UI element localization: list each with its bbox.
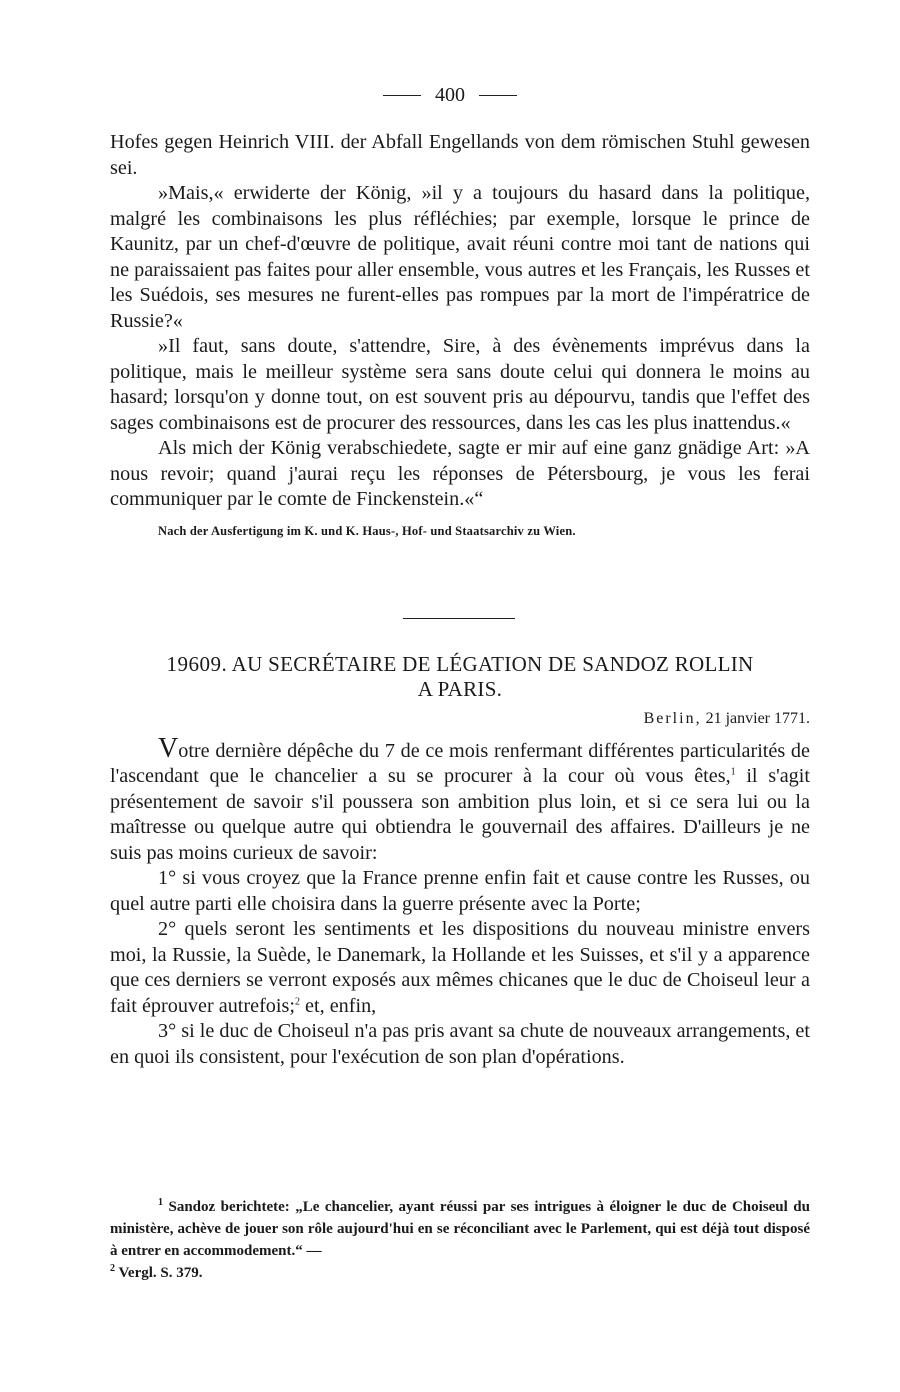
letter-dateline bbox=[110, 706, 810, 732]
date-place: Berlin, bbox=[643, 710, 702, 727]
letter-item: 2° quels seront les sentiments et les dispositions du nouveau ministre envers moi, la Russie, la Suède, le Danemark, la Hollande et les Suisses, et s'il y a apparence que ces derniers se verront exposés aux mêmes chicanes que le duc de Choiseul leur a fait éprouver autrefois;$^2$ et, enfin, bbox=[110, 918, 810, 1017]
footnote-mark: 1 bbox=[158, 1197, 163, 1208]
letter-number: 19609. bbox=[166, 652, 228, 676]
page-header bbox=[0, 84, 900, 107]
letter-section bbox=[110, 652, 810, 1070]
footnote-mark: 2 bbox=[110, 1263, 115, 1274]
continuation-text bbox=[110, 130, 810, 544]
footnote-ref: 2 bbox=[294, 995, 300, 1007]
footnote: $^2$ Vergl. S. 379. bbox=[110, 1263, 203, 1281]
footnote-ref: 1 bbox=[730, 766, 736, 778]
letter-heading bbox=[110, 652, 810, 702]
source-note: Nach der Ausfertigung im K. und K. Haus-, Hof- und Staatsarchiv zu Wien. bbox=[158, 523, 576, 538]
header-rule-left bbox=[383, 95, 421, 96]
date: 21 janvier 1771. bbox=[705, 710, 810, 727]
footnote: $^1$ Sandoz berichtete: „Le chancelier, ayant réussi par ses intrigues à éloigner le duc de Choiseul du ministère, achève de jouer son rôle aujourd'hui en se réconciliant avec le Parlement, qui est déjà tout disposé à entrer en accommodement.“ — bbox=[110, 1197, 810, 1259]
letter-item: 3° si le duc de Choiseul n'a pas pris avant sa chute de nouveaux arrangements, et en quoi ils consistent, pour l'exécution de son plan d'opérations. bbox=[110, 1020, 810, 1068]
letter-title-line2: A PARIS. bbox=[417, 677, 503, 701]
paragraph: Hofes gegen Heinrich VIII. der Abfall Engellands von dem römischen Stuhl gewesen sei. bbox=[110, 131, 810, 179]
paragraph: Als mich der König verabschiedete, sagte er mir auf eine ganz gnädige Art: »A nous revoir; quand j'aurai reçu les réponses de Pétersbourg, je vous les ferai communiquer par le comte de Finckenstein.«“ bbox=[110, 437, 810, 510]
header-rule-right bbox=[479, 95, 517, 96]
initial-letter: V bbox=[158, 732, 179, 764]
letter-item: 1° si vous croyez que la France prenne enfin fait et cause contre les Russes, ou quel autre parti elle choisira dans la guerre présente avec la Porte; bbox=[110, 867, 810, 915]
paragraph: »Il faut, sans doute, s'attendre, Sire, à des évènements imprévus dans la politique, mais le meilleur système sera sans doute celui qui donnera le moins au hasard; lorsqu'on y donne tout, on est souvent pris au dépourvu, tandis que l'effet des sages combinaisons est de procurer des ressources, dans les cas les plus inattendus.« bbox=[110, 335, 810, 434]
paragraph: »Mais,« erwiderte der König, »il y a toujours du hasard dans la politique, malgré les combinaisons les plus réfléchies; par exemple, lorsque le prince de Kaunitz, par un chef-d'œuvre de politique, avait réuni contre moi tant de nations qui ne paraissaient pas faites pour aller ensemble, vous autres et les Français, les Russes et les Suédois, ses mesures ne furent-elles pas rompues par la mort de l'impératrice de Russie?« bbox=[110, 182, 810, 332]
footnotes bbox=[110, 1196, 810, 1284]
page-number: 400 bbox=[435, 84, 465, 106]
letter-paragraph: Votre dernière dépêche du 7 de ce mois renfermant différentes particularités de l'ascendant que le chancelier a su se procurer à la cour où vous êtes,$^1$ il s'agit présentement de savoir s'il poussera son ambition plus loin, et si ce sera lui ou la maîtresse ou quelque autre qui obtiendra le gouvernail des affaires. D'ailleurs je ne suis pas moins curieux de savoir: bbox=[110, 732, 810, 864]
letter-title-line1: AU SECRÉTAIRE DE LÉGATION DE SANDOZ ROLLIN bbox=[231, 652, 754, 676]
section-divider bbox=[403, 618, 515, 619]
